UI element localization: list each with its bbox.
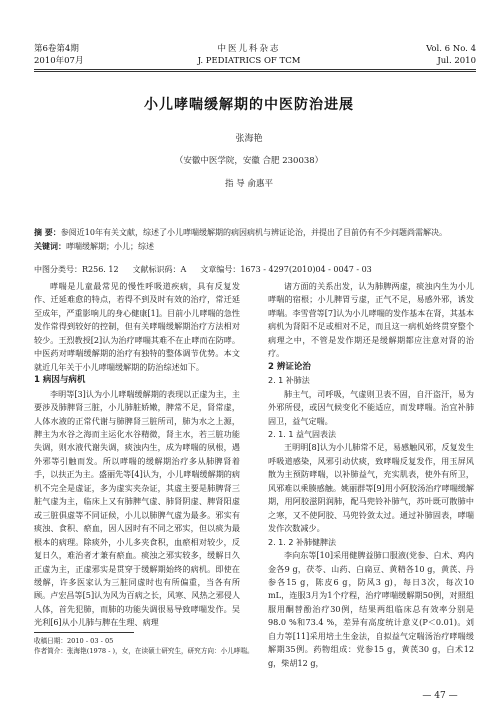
article-number: 文章编号：1673 - 4297(2010)04 - 0047 - 03 (200, 265, 372, 274)
abstract-block (34, 226, 476, 254)
footnote (34, 636, 474, 656)
paragraph: 诸方面的关系出发，认为肺脾两虚，痰浊内生为小儿哮喘的宿根；小儿脾胃亏虚，正气不足，易感外邪，诱发哮喘。李雪营等[7]认为小儿哮喘的发作基本在肾，其基本病机为肾阳不足或相对不足，而且这一病机始终贯穿整个病理之中，不管是发作期还是缓解期都应注意对肾的治疗。 (268, 281, 474, 359)
section-heading: 2 辨证论治 (268, 361, 311, 372)
header-rule-thin (34, 71, 476, 72)
footnote-rule (34, 632, 134, 633)
subsection-heading: 2. 1. 2 补肺健脾法 (268, 537, 336, 547)
clc-number: 中图分类号：R256. 12 (34, 265, 119, 274)
journal-title-cn: 中医儿科杂志 (217, 44, 281, 54)
keywords-label: 关键词： (34, 242, 66, 251)
keywords-text: 哮喘缓解期；小儿；综述 (66, 242, 154, 251)
author-bio: 作者简介：张海艳(1978 - )，女，在读硕士研究生，研究方向：小儿哮喘。 (34, 647, 254, 655)
right-column (268, 280, 474, 670)
paragraph: 哮喘是儿童最常见的慢性呼吸道疾病，具有反复发作、迁延难愈的特点，若得不到及时有效的治疗，常迁延至成年，严重影响儿的身心健康[1]。目前小儿哮喘的急性发作常得到较好的控制，但有关哮喘缓解期治疗方法相对较少。王烈教授[2]认为治疗哮喘其难不在止哮而在防哮。中医药对哮喘缓解期的治疗有独特的整体调节优势。本文就近几年关于小儿哮喘缓解期的防治综述如下。 (34, 281, 240, 372)
classification-line (34, 264, 476, 275)
journal-title-en: J. PEDIATRICS OF TCM (197, 56, 301, 66)
author-name: 张海艳 (235, 134, 263, 144)
subsection-heading: 2. 1 补肺法 (268, 376, 310, 386)
author-affiliation: （安徽中医学院，安徽 合肥 230038） (174, 156, 324, 166)
received-date: 收稿日期：2010 - 03 - 05 (34, 637, 114, 645)
subsection-heading: 2. 1. 1 益气固表法 (268, 429, 336, 439)
document-code: 文献标识码：A (132, 265, 187, 274)
volume-issue-en: Vol. 6 No. 4 (426, 44, 476, 54)
section-heading: 1 病因与病机 (34, 375, 86, 386)
paragraph: 王明明[8]认为小儿肺常不足，易感触风邪，反复发生呼吸道感染，风邪引动伏痰，致哮喘反复发作，用玉屏风散为主预防哮喘，以补肺益气，充实肌表，使外有所卫，风邪难以乘腠感触。姚丽群等[9]用小阿胶汤治疗哮喘缓解期，用阿胶滋阴润肺，配马兜铃补肺气，苏叶既可散肺中之寒，又不使阿胶、马兜铃敛太过。通过补肺固表，哮喘发作次数减少。 (268, 442, 474, 534)
header-rule (34, 69, 476, 70)
left-column (34, 280, 240, 630)
date-en: Jul. 2010 (437, 56, 476, 66)
article-title: 小儿哮喘缓解期的中医防治进展 (144, 97, 354, 113)
paragraph: 肺主气，司呼吸，气虚则卫表不固，自汗盗汗，易为外邪所侵，或因气候变化不能适应，而发哮喘。治宜补肺固卫，益气定喘。 (268, 388, 474, 426)
page-number: — 47 — (422, 691, 458, 701)
abstract-text: 参阅近10年有关文献，综述了小儿哮喘缓解期的病因病机与辨证论治，并提出了目前仍有不少问题尚需解决。 (60, 228, 447, 237)
date-cn: 2010年07月 (34, 56, 84, 66)
volume-issue-cn: 第6卷第4期 (34, 44, 79, 54)
abstract-label: 摘 要： (34, 228, 61, 237)
paragraph: 李向东等[10]采用健脾益肺口服液(党参、白术、鸡内金各9 g，茯苓、山药、白扁豆、黄精各10 g，黄芪、丹参各15 g，陈皮6 g，防风3 g)，每日3次，每次10 mL，连服3月为1个疗程，治疗哮喘缓解期50例，对照组服用酮替酚治疗30例，结果两组临床总有效率分别是98.0 %和73.4 %，差异有高度统计意义(P＜0.01)。刘自力等[11]采用培土生金法，自拟益气定喘汤治疗哮喘缓解期35例。药物组成：党参15 g，黄芪30 g，白术12 g，柴胡12 g， (268, 550, 474, 668)
paragraph: 李明等[3]认为小儿哮喘缓解期的表现以正虚为主，主要涉及肺脾肾三脏，小儿肺脏娇嫩，脾常不足，肾常虚，人体水液的正常代谢与肺脾肾三脏所司，肺为水之上源，脾主为水谷之海而主运化水谷精微，肾主水，若三脏功能失调，则水液代谢失调，痰浊内生，成为哮喘的夙根，遇外邪等引触而发。所以哮喘的缓解期治疗多从肺脾肾着手，以扶正为主。盛丽先等[4]认为，小儿哮喘缓解期的病机不完全是虚证，多为虚实夹杂证，其虚主要是肺脾肾三脏气虚为主，临床上又有肺脾气虚、肺肾阴虚、脾肾阳虚或三脏俱虚等不同证候，小儿以肺脾气虚为最多。邪实有痰浊、食积、瘀血，因人因时有不同之邪实，但以痰为最根本的病理。除痰外，小儿多夹食积，血瘀相对较少，反复日久，难治者才兼有瘀血。痰浊之邪实较多，缓解日久正虚为主，正虚邪实是贯穿于缓解期始终的病机。即使在缓解，许多医家认为三脏同虚时也有所偏重，当各有所顾。卢宏昌等[5]认为风为百病之长，风寒、风热之邪侵人人体，首先犯肺，而肺的功能失调很易导致哮喘发作。吴光利[6]从小儿肺与脾在生理、病理 (34, 388, 240, 628)
advisor: 指 导 俞惠平 (225, 179, 273, 189)
